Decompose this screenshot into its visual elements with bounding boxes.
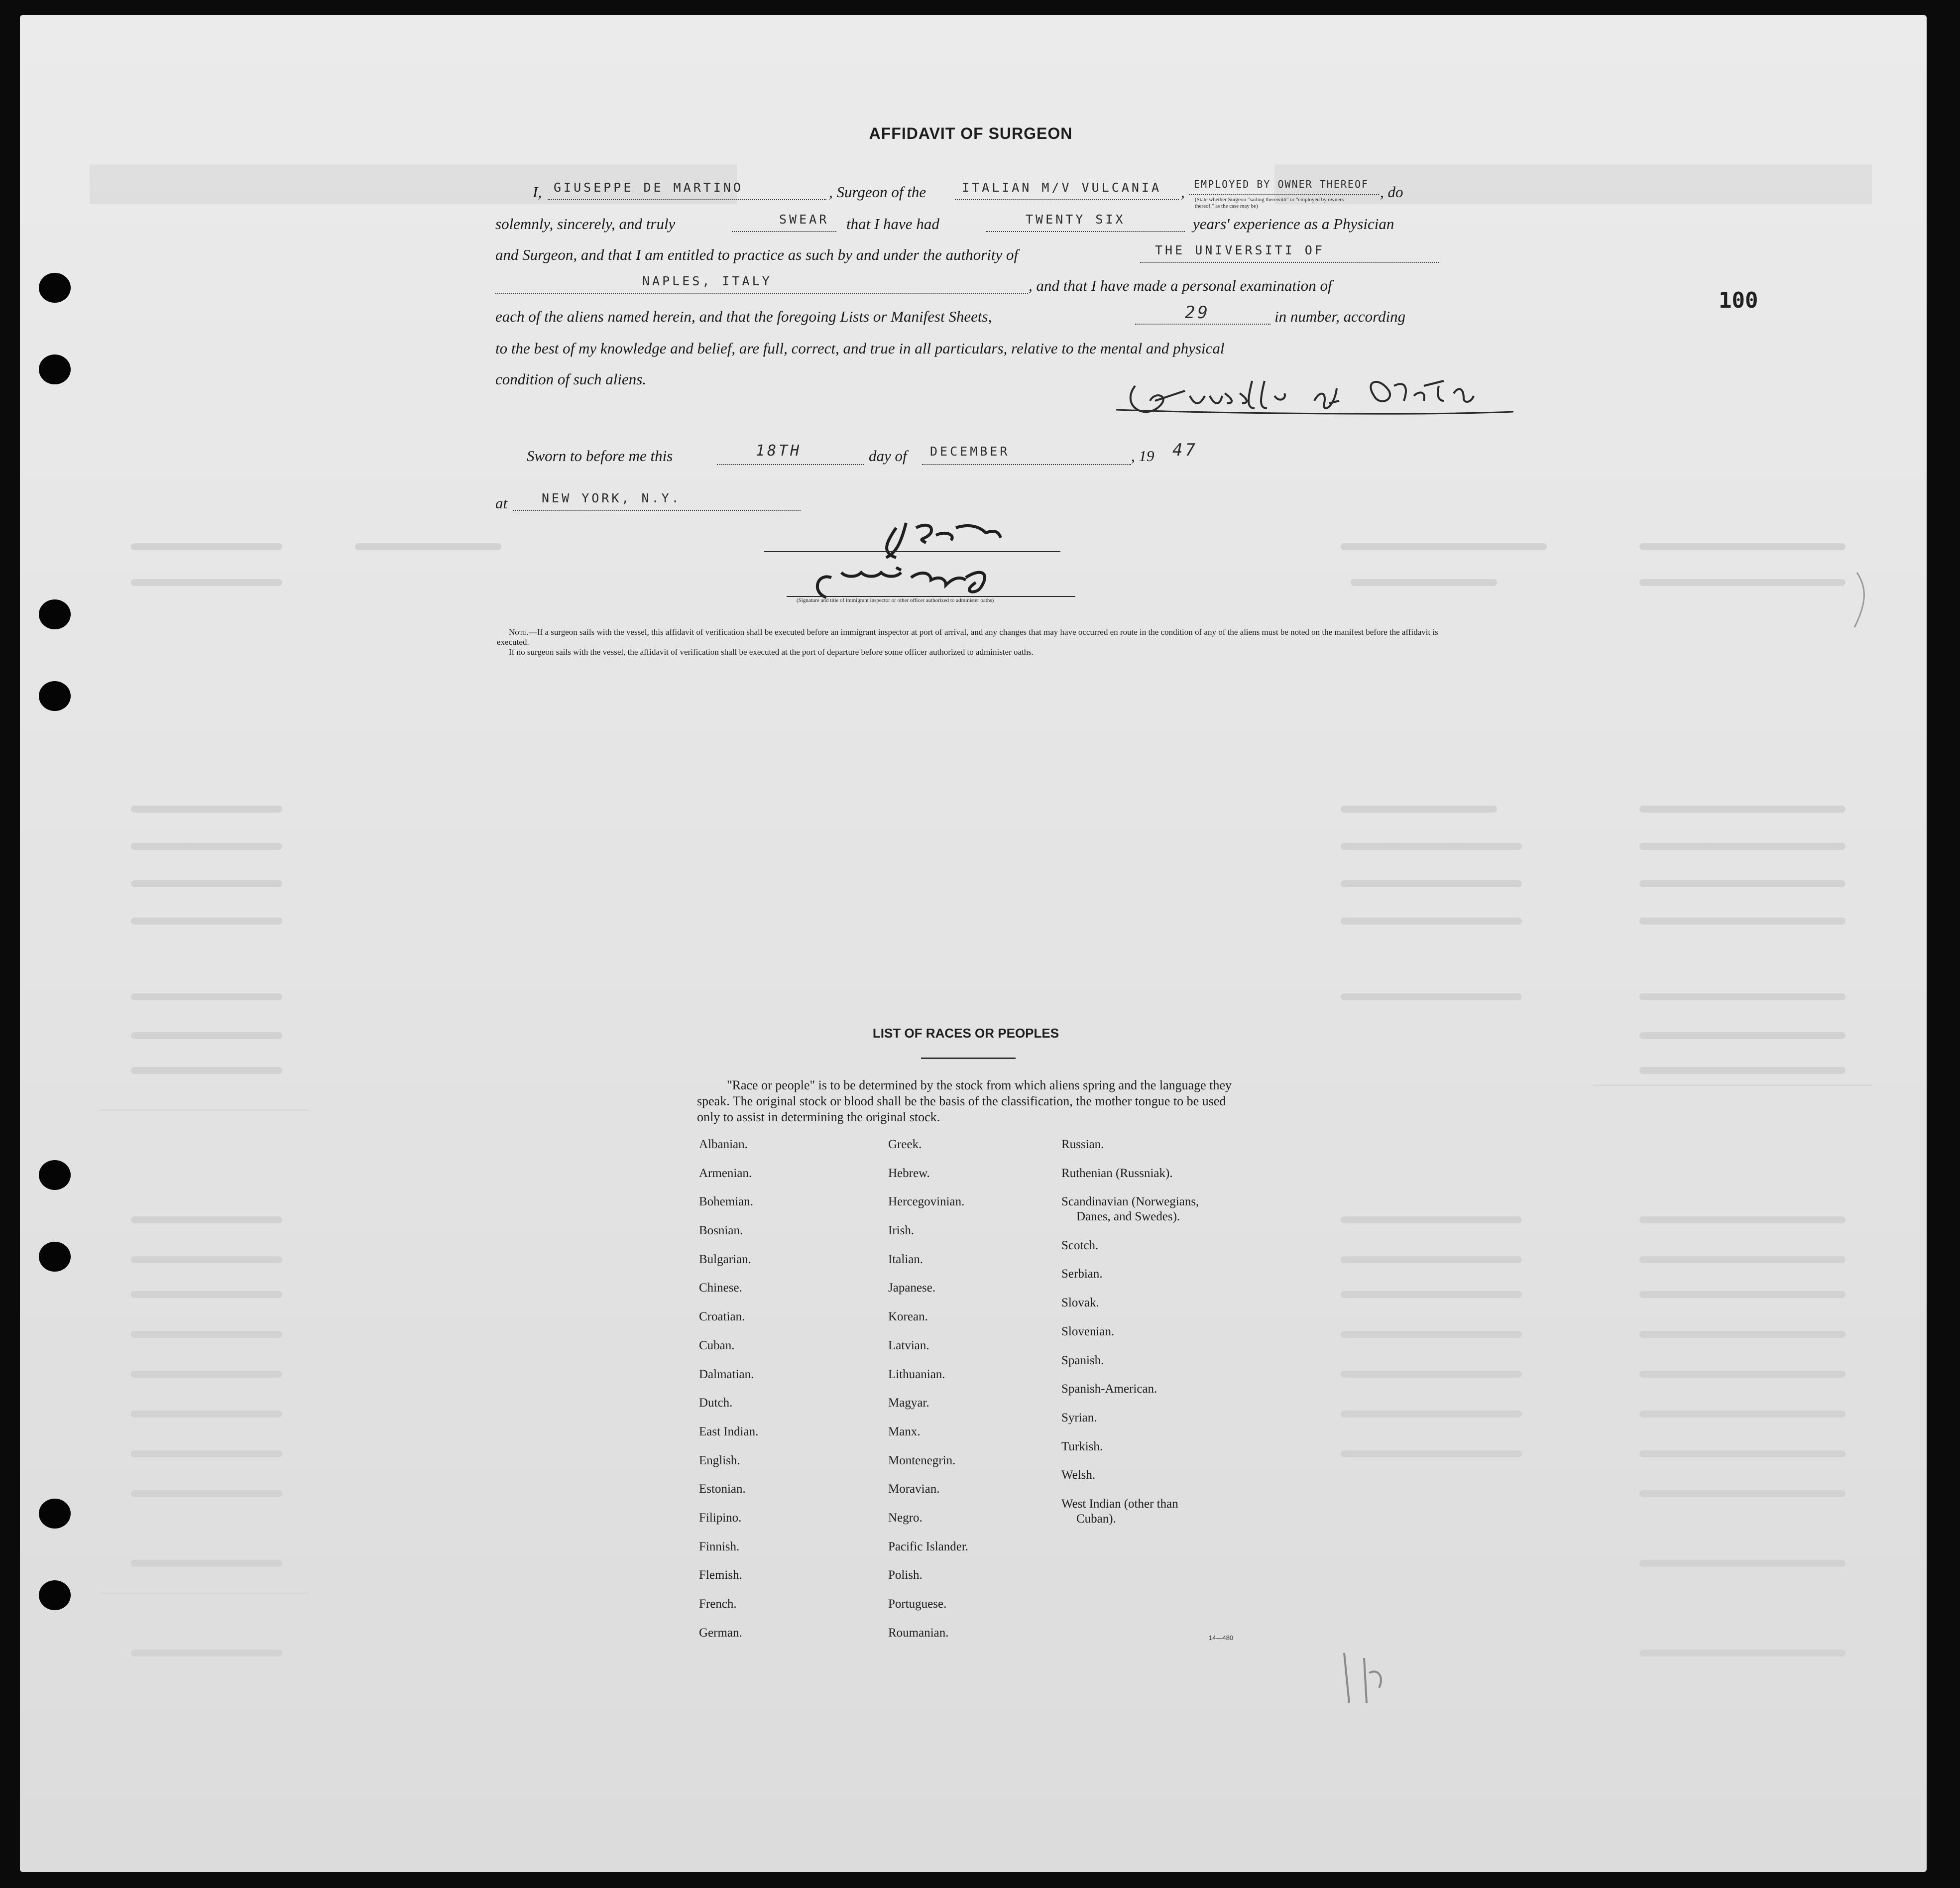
race-item: Bosnian. — [699, 1224, 743, 1238]
field-underline — [955, 199, 1179, 200]
races-column-2 — [888, 1137, 968, 1654]
sworn-year-field: 47 — [1172, 440, 1198, 460]
race-item: Estonian. — [699, 1482, 746, 1496]
field-underline — [986, 231, 1185, 232]
affidavit-text: , Surgeon of the — [829, 183, 926, 201]
sworn-text: Sworn to before me this — [527, 447, 673, 465]
race-item: Latvian. — [888, 1338, 929, 1352]
sworn-text: at — [495, 494, 508, 512]
race-item: Ruthenian (Russniak). — [1061, 1166, 1173, 1180]
affidavit-text: , do — [1380, 183, 1403, 201]
race-item: Danes, and Swedes). — [1076, 1210, 1180, 1224]
race-item: Portuguese. — [888, 1597, 947, 1611]
sworn-day-field: 18TH — [756, 442, 802, 460]
race-item: Roumanian. — [888, 1626, 949, 1640]
sworn-text: day of — [869, 447, 907, 465]
field-underline — [1189, 194, 1379, 195]
years-experience-field: TWENTY SIX — [1026, 212, 1126, 227]
affidavit-title: AFFIDAVIT OF SURGEON — [869, 124, 1073, 142]
sheet-count-field: 29 — [1185, 303, 1210, 323]
affidavit-text: each of the aliens named herein, and that the foregoing Lists or Manifest Sheets, — [495, 308, 992, 325]
note-text-2: If no surgeon sails with the vessel, the affidavit of verification shall be executed at the port of departure before some officer authorized to administer oaths. — [509, 647, 1034, 657]
page-number: 100 — [1719, 288, 1758, 313]
race-item: Moravian. — [888, 1482, 940, 1496]
race-item: Hercegovinian. — [888, 1195, 965, 1209]
race-item: Syrian. — [1061, 1411, 1097, 1424]
affidavit-text: in number, according — [1274, 308, 1406, 325]
employment-caption: (State whether Surgeon "sailing therewith" or "employed by owners thereof," as the case may be) — [1195, 197, 1344, 209]
affidavit-text: , and that I have made a personal examination of — [1029, 277, 1332, 294]
race-item: West Indian (other than — [1061, 1497, 1178, 1511]
race-item: Lithuanian. — [888, 1367, 945, 1381]
race-item: Cuban. — [699, 1338, 735, 1352]
employment-field: EMPLOYED BY OWNER THEREOF — [1194, 178, 1369, 190]
authority-field: THE UNIVERSITI OF — [1155, 243, 1325, 257]
race-item: German. — [699, 1626, 742, 1640]
margin-pencil-mark — [1852, 568, 1882, 637]
affidavit-text: condition of such aliens. — [495, 370, 647, 388]
sworn-text: , 19 — [1131, 447, 1154, 465]
race-item: Slovak. — [1061, 1296, 1099, 1310]
race-item: Cuban). — [1076, 1512, 1116, 1526]
affidavit-text: , — [1181, 183, 1185, 201]
races-column-3 — [1061, 1137, 1199, 1540]
race-item: Hebrew. — [888, 1166, 930, 1180]
race-item: Scandinavian (Norwegians, — [1061, 1195, 1199, 1209]
race-item: Negro. — [888, 1511, 922, 1525]
race-item: Pacific Islander. — [888, 1539, 969, 1553]
affidavit-text: that I have had — [846, 215, 939, 233]
surgeon-name-field: GIUSEPPE DE MARTINO — [554, 180, 743, 195]
race-item: Albanian. — [699, 1138, 748, 1151]
race-item: Bulgarian. — [699, 1252, 751, 1266]
field-underline — [548, 199, 826, 200]
race-item: Dalmatian. — [699, 1367, 754, 1381]
field-underline — [1135, 324, 1270, 325]
race-item: Croatian. — [699, 1310, 745, 1324]
race-item: Irish. — [888, 1224, 915, 1238]
race-item: Russian. — [1061, 1138, 1104, 1151]
affidavit-text: I, — [533, 183, 542, 201]
officer-caption: (Signature and title of immigrant inspector or other officer authorized to administer oaths) — [797, 597, 994, 603]
race-item: Finnish. — [699, 1539, 740, 1553]
race-item: Montenegrin. — [888, 1453, 956, 1467]
race-item: Polish. — [888, 1568, 922, 1582]
affidavit-note — [497, 627, 1439, 657]
race-item: Italian. — [888, 1252, 923, 1266]
title-rule — [921, 1058, 1016, 1059]
field-underline — [922, 464, 1131, 465]
race-item: Bohemian. — [699, 1195, 754, 1209]
officer-signature — [757, 508, 1115, 612]
note-label: Note. — [509, 627, 529, 637]
field-underline — [495, 293, 1028, 294]
field-underline — [1140, 262, 1439, 263]
affidavit-text: solemnly, sincerely, and truly — [495, 215, 676, 233]
surgeon-signature — [1115, 366, 1523, 426]
race-item: Slovenian. — [1061, 1324, 1115, 1338]
race-item: Serbian. — [1061, 1267, 1103, 1281]
race-item: Turkish. — [1061, 1439, 1103, 1453]
race-item: Flemish. — [699, 1568, 742, 1582]
oath-field: SWEAR — [779, 212, 829, 227]
race-item: East Indian. — [699, 1424, 759, 1438]
vessel-field: ITALIAN M/V VULCANIA — [962, 180, 1162, 195]
note-text-1: —If a surgeon sails with the vessel, this affidavit of verification shall be executed before an immigrant inspector at port of arrival, and any changes that may have occurred en route in the condition of any of the aliens must be noted on the manifest before the affidavit is executed. — [497, 627, 1438, 647]
race-item: Japanese. — [888, 1281, 936, 1295]
races-intro: "Race or people" is to be determined by the stock from which aliens spring and the language they speak. The original stock or blood shall be the basis of the classification, the mother tongue to be used only to assist in determining the original stock. — [697, 1078, 1232, 1124]
race-item: Dutch. — [699, 1396, 733, 1410]
race-item: Magyar. — [888, 1396, 929, 1410]
race-item: Spanish-American. — [1061, 1382, 1157, 1396]
race-item: Greek. — [888, 1138, 922, 1151]
margin-pencil-mark — [1334, 1643, 1414, 1723]
race-item: Welsh. — [1061, 1468, 1096, 1482]
races-column-1 — [699, 1137, 758, 1654]
affidavit-text: and Surgeon, and that I am entitled to practice as such by and under the authority of — [495, 246, 1019, 263]
sworn-place-field: NEW YORK, N.Y. — [542, 491, 682, 505]
race-item: Manx. — [888, 1424, 921, 1438]
race-item: Filipino. — [699, 1511, 742, 1525]
affidavit-text: to the best of my knowledge and belief, are full, correct, and true in all particulars, relative to the mental and physical — [495, 340, 1225, 357]
authority-field-continued: NAPLES, ITALY — [642, 274, 772, 288]
race-item: French. — [699, 1597, 737, 1611]
races-list-title: LIST OF RACES OR PEOPLES — [872, 1026, 1059, 1041]
race-item: Chinese. — [699, 1281, 742, 1295]
affidavit-text: years' experience as a Physician — [1193, 215, 1394, 233]
field-underline — [732, 231, 836, 232]
race-item: Spanish. — [1061, 1353, 1104, 1367]
race-item: Armenian. — [699, 1166, 752, 1180]
race-item: Scotch. — [1061, 1238, 1099, 1252]
race-item: English. — [699, 1453, 740, 1467]
race-item: Korean. — [888, 1310, 928, 1324]
sworn-month-field: DECEMBER — [930, 444, 1010, 459]
field-underline — [717, 464, 864, 465]
form-number: 14—480 — [1209, 1634, 1234, 1642]
